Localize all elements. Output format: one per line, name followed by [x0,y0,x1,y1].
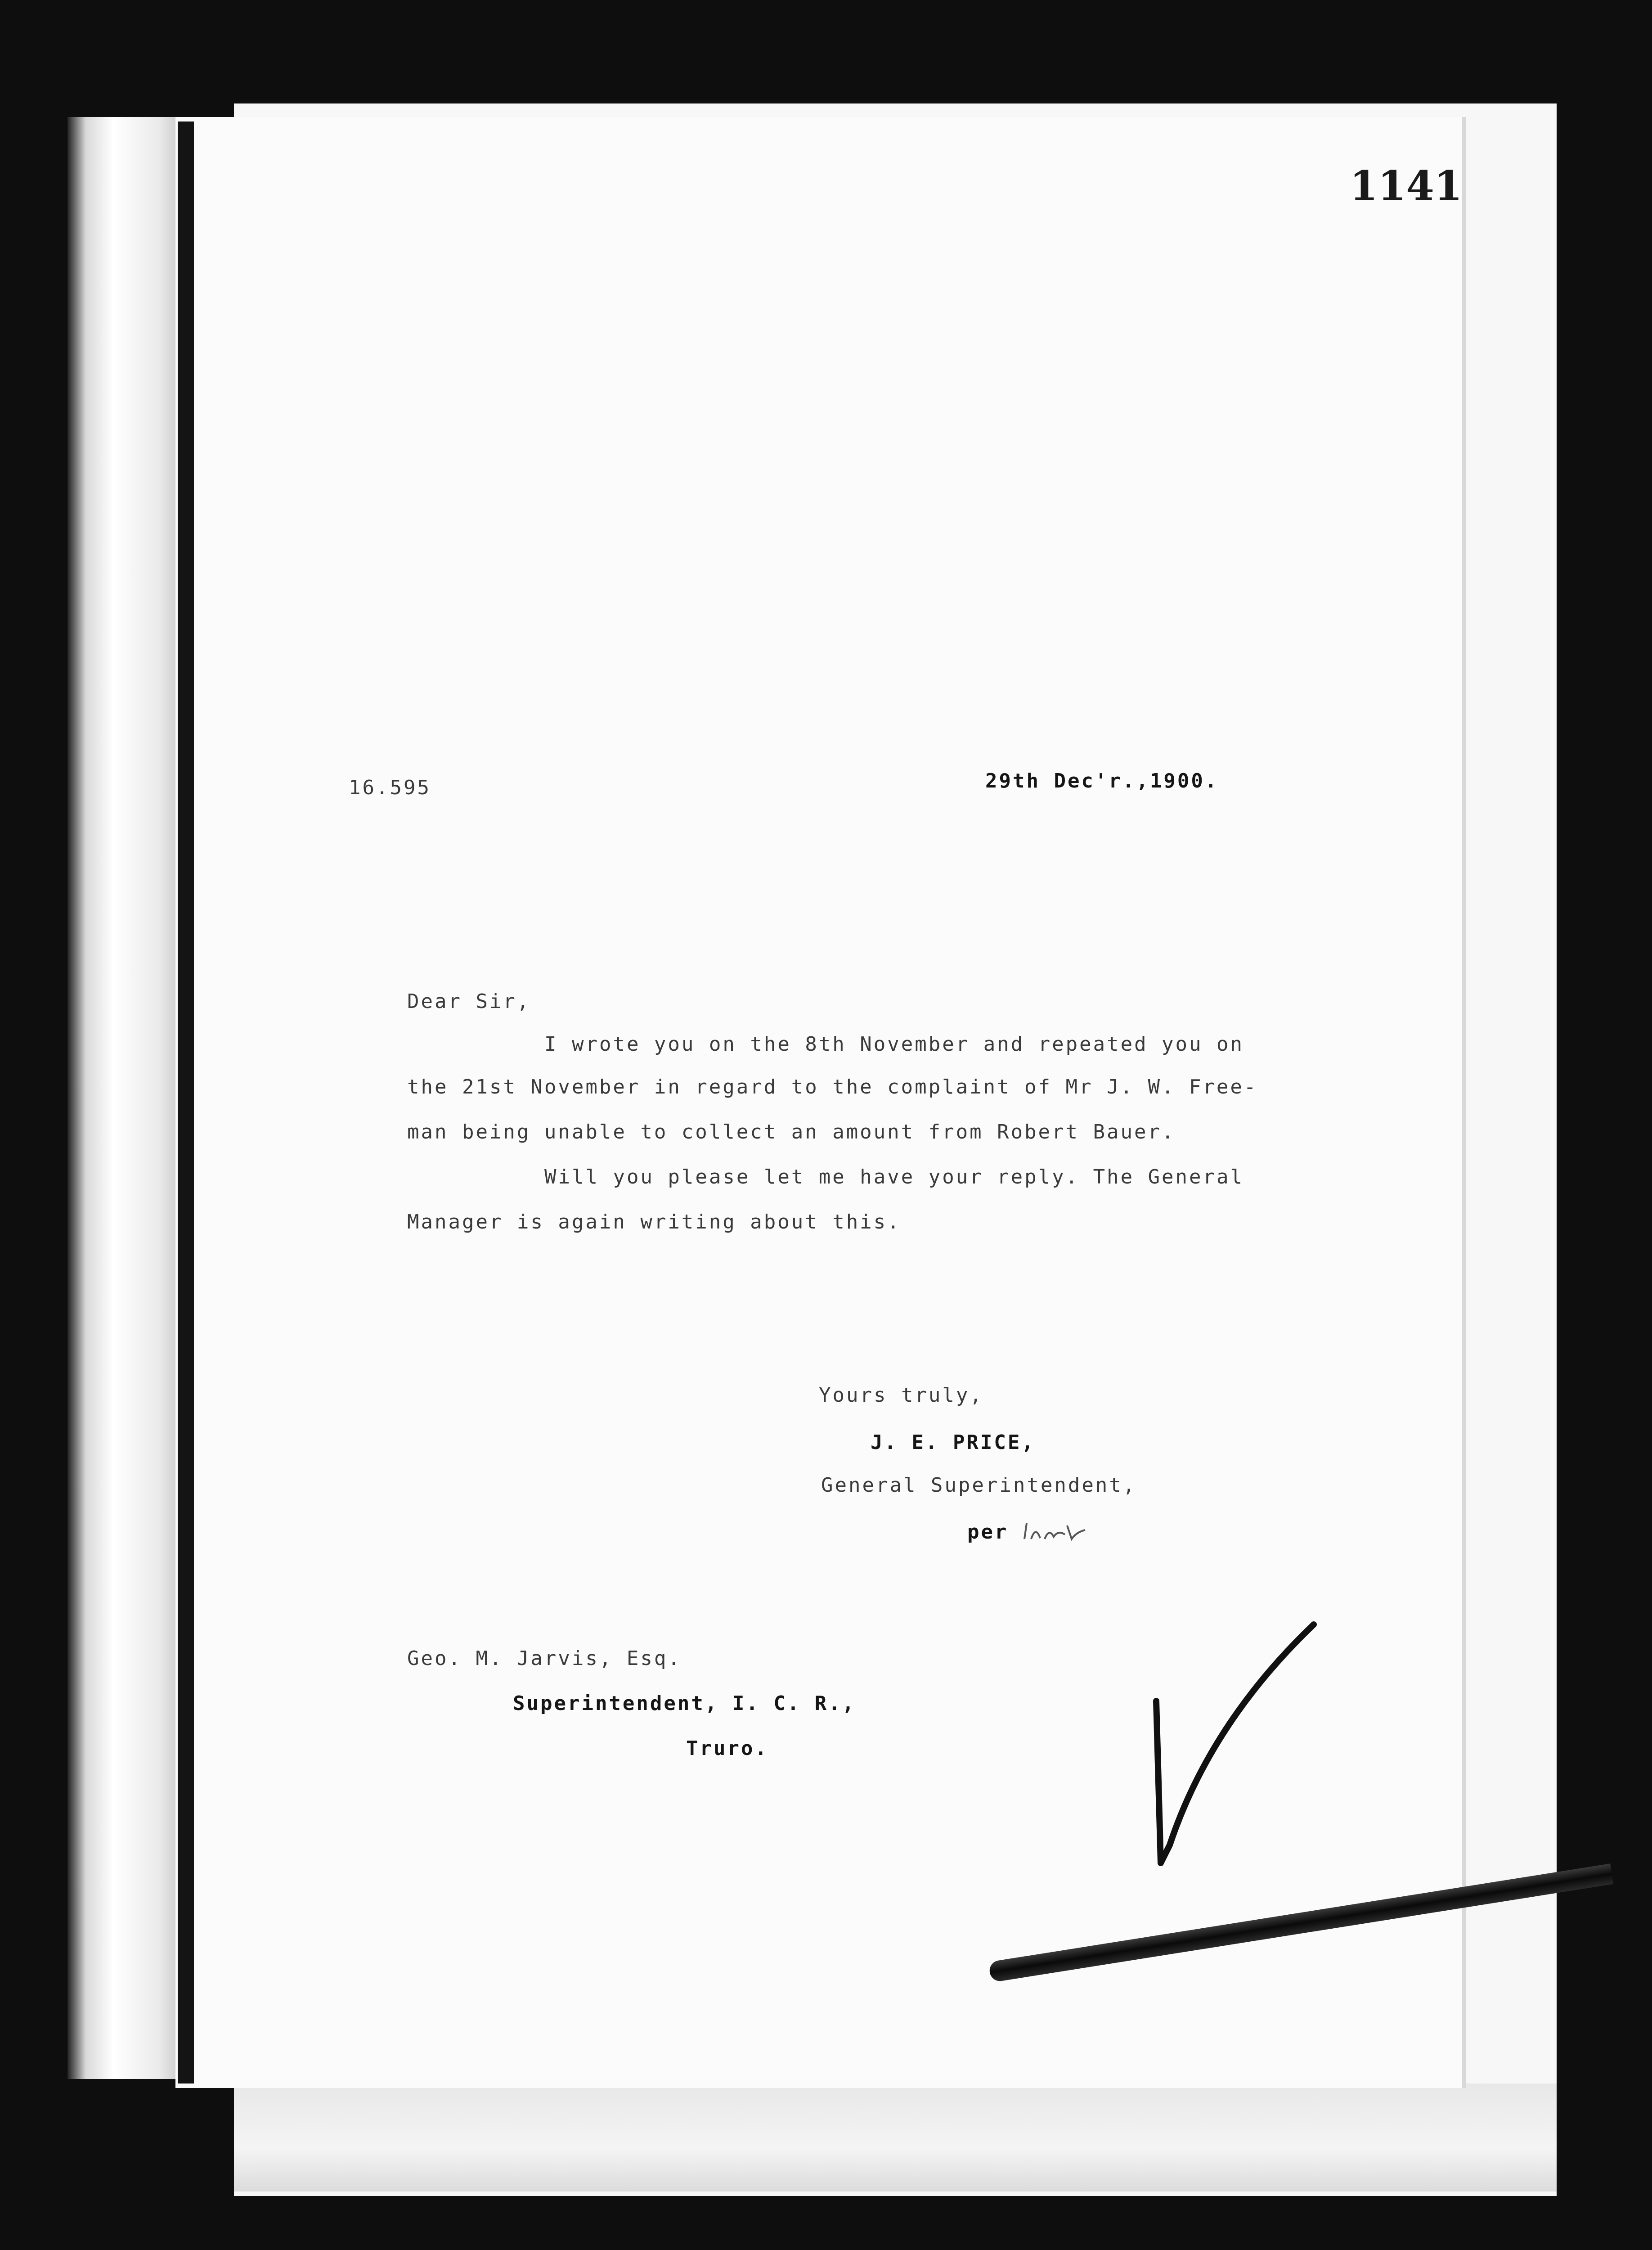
page-bottom-edge [234,2084,1557,2192]
salutation: Dear Sir, [407,990,531,1013]
body-line-1: I wrote you on the 8th November and repeated you on [544,1033,1244,1056]
addressee-place: Truro. [686,1737,768,1760]
check-mark-icon [1143,1611,1323,1881]
body-line-4: Will you please let me have your reply. The General [544,1166,1244,1188]
signer-title: General Superintendent, [821,1474,1137,1497]
body-line-3: man being unable to collect an amount from Robert Bauer. [407,1120,1176,1143]
binding-shadow [178,122,194,2084]
closing: Yours truly, [819,1384,983,1407]
body-line-2: the 21st November in regard to the complaint of Mr J. W. Free- [407,1076,1258,1098]
addressee-name: Geo. M. Jarvis, Esq. [407,1647,682,1670]
per-signature [967,1516,1090,1544]
letter-date: 29th Dec'r.,1900. [985,770,1219,792]
page-number: 1141 [1350,162,1463,210]
handwritten-initials [1022,1516,1090,1544]
signer-name: J. E. PRICE, [871,1431,1035,1454]
letter-reference: 16.595 [349,776,431,799]
body-line-5: Manager is again writing about this. [407,1210,901,1233]
addressee-title: Superintendent, I. C. R., [513,1692,856,1715]
per-label: per [967,1521,1009,1544]
